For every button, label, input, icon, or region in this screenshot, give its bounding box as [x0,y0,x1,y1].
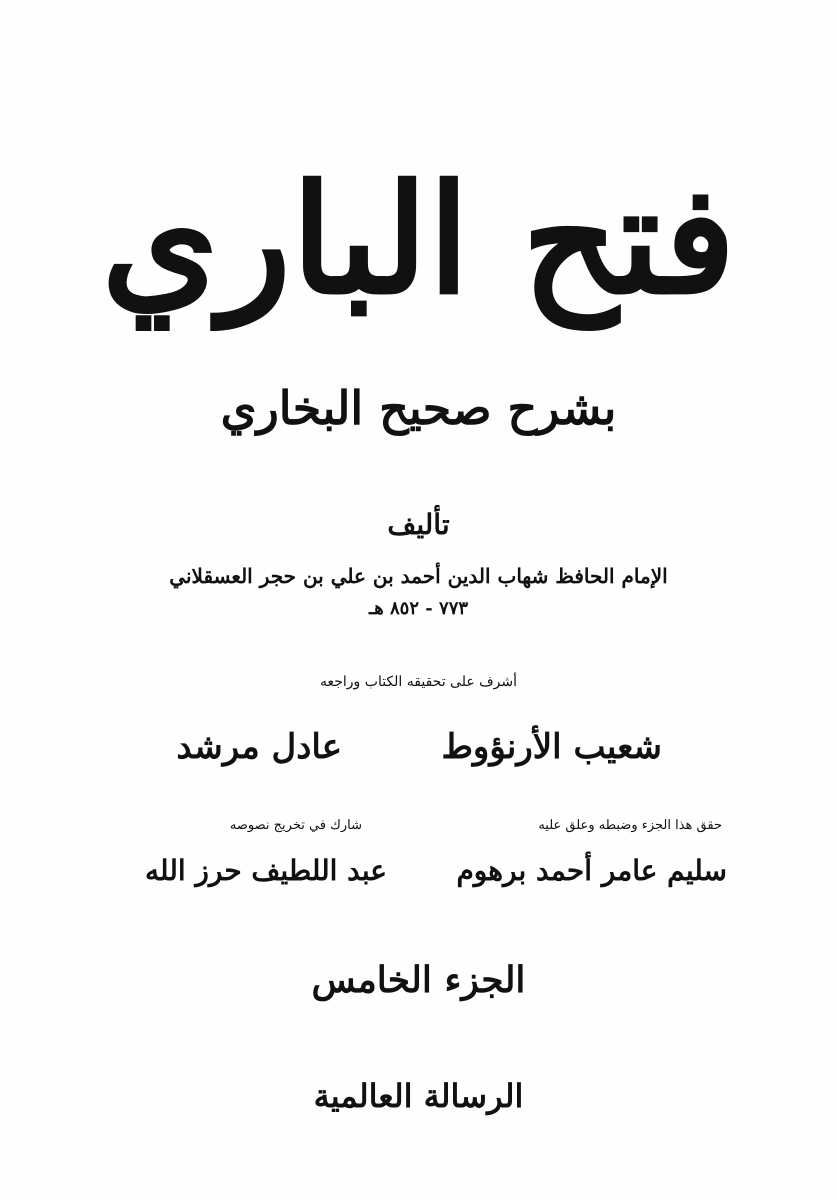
verification-label: حقق هذا الجزء وضبطه وعلق عليه [538,818,722,833]
publisher-name: الرسالة العالمية [313,1077,524,1115]
editor-name: شعيب الأرنؤوط [441,727,662,767]
citation-contributor-name: عبد اللطيف حرز الله [145,854,387,887]
book-subtitle: بشرح صحيح البخاري [220,381,617,435]
book-title: فتح الباري [101,152,736,328]
citation-label: شارك في تخريج نصوصه [229,818,362,833]
volume-label: الجزء الخامس [311,959,526,1001]
supervision-label: أشرف على تحقيقه الكتاب وراجعه [319,674,518,690]
authored-by-label: تأليف [387,508,450,541]
author-dates: ٧٧٣ - ٨٥٢ هـ [368,598,469,619]
author-name: الإمام الحافظ شهاب الدين أحمد بن علي بن حجر العسقلاني [169,564,668,588]
verifiers-names: سليم عامر أحمد برهوم [456,854,727,887]
editor-name: عادل مرشد [176,727,342,767]
